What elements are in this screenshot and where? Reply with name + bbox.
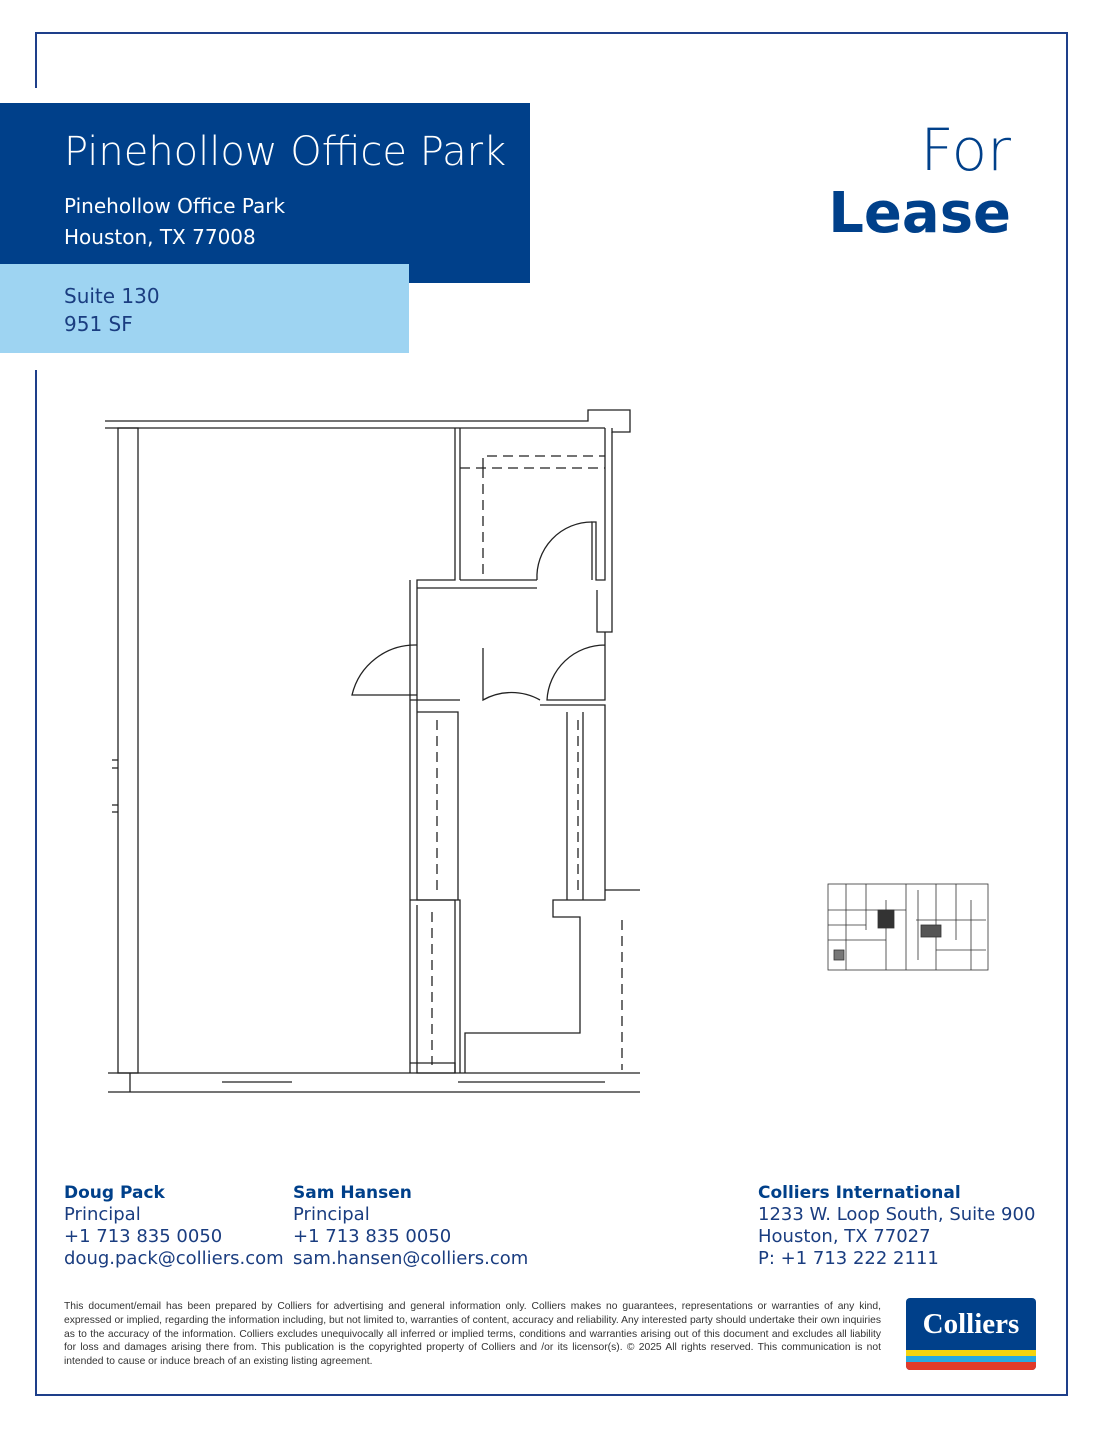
disclaimer: This document/email has been prepared by Colliers for advertising and general information only. Colliers makes no guarantees, representations or warranties of any kind, expressed or implied, regarding the information including, but not limited to, warranties of content, accuracy and reliability. Any interested party should undertake their own inquiries as to the accuracy of the information. Colliers excludes unequivocally all inferred or implied terms, conditions and warranties arising out of this document and excludes all liability for loss and damages arising there from. This publication is the copyrighted property of Colliers and /or its licensor(s). © 2025 All rights reserved. This communication is not intended to cause or induce breach of an existing listing agreement. — [64, 1301, 881, 1368]
contact-title: Principal — [64, 1204, 141, 1225]
contact-phone[interactable]: +1 713 835 0050 — [64, 1226, 223, 1247]
for-lease-heading — [828, 118, 1011, 246]
lease-text: Lease — [828, 181, 1011, 246]
building-keyplan — [826, 880, 992, 972]
property-title: Pinehollow Office Park — [64, 129, 507, 175]
contact-name: Sam Hansen — [293, 1183, 412, 1203]
address-line2: Houston, TX 77008 — [64, 225, 256, 249]
property-address — [64, 191, 285, 253]
office-address-line1: 1233 W. Loop South, Suite 900 — [758, 1204, 1036, 1225]
contact-doug-pack — [64, 1182, 284, 1270]
logo-text: Colliers — [922, 1308, 1020, 1340]
contact-title: Principal — [293, 1204, 370, 1225]
contact-email[interactable]: doug.pack@colliers.com — [64, 1248, 284, 1269]
office-address-line2: Houston, TX 77027 — [758, 1226, 931, 1247]
contact-name: Doug Pack — [64, 1183, 165, 1203]
colliers-logo — [906, 1298, 1036, 1370]
for-text: For — [920, 116, 1011, 184]
address-line1: Pinehollow Office Park — [64, 194, 286, 218]
office-name: Colliers International — [758, 1183, 961, 1203]
office-phone[interactable]: P: +1 713 222 2111 — [758, 1248, 939, 1269]
floor-plan — [100, 405, 640, 1105]
contact-email[interactable]: sam.hansen@colliers.com — [293, 1248, 529, 1269]
contact-sam-hansen — [293, 1182, 528, 1270]
suite-banner — [0, 264, 409, 353]
suite-number: Suite 130 — [64, 284, 160, 308]
suite-size: 951 SF — [64, 312, 133, 336]
office-info — [758, 1182, 1035, 1270]
title-banner — [0, 103, 530, 283]
contact-phone[interactable]: +1 713 835 0050 — [293, 1226, 452, 1247]
